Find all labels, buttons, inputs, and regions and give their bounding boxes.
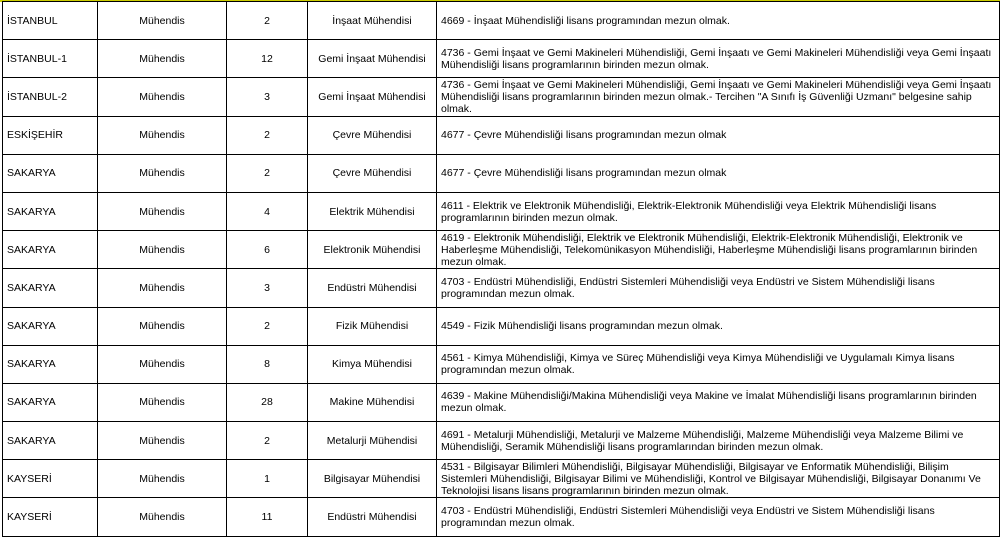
count-cell: 1: [227, 460, 308, 498]
count-cell: 2: [227, 116, 308, 154]
table-row: [3, 269, 1000, 307]
count-cell: 2: [227, 422, 308, 460]
table-row: [3, 231, 1000, 269]
city-cell: SAKARYA: [3, 192, 98, 230]
requirement-cell: 4561 - Kimya Mühendisliği, Kimya ve Süreç Mühendisliği veya Kimya Mühendisliği ve Uygulamalı Kimya lisans programından mezun olmak.: [437, 345, 1000, 383]
position-table: [2, 1, 1000, 537]
count-cell: 2: [227, 307, 308, 345]
requirement-cell: 4639 - Makine Mühendisliği/Makina Mühendisliği veya Makine ve İmalat Mühendisliği lisans programlarının birinden mezun olmak.: [437, 383, 1000, 421]
city-cell: SAKARYA: [3, 345, 98, 383]
position-table-body: [3, 2, 1000, 537]
department-cell: Çevre Mühendisi: [308, 154, 437, 192]
department-cell: Bilgisayar Mühendisi: [308, 460, 437, 498]
city-cell: SAKARYA: [3, 154, 98, 192]
department-cell: Makine Mühendisi: [308, 383, 437, 421]
city-cell: ESKİŞEHİR: [3, 116, 98, 154]
requirement-cell: 4549 - Fizik Mühendisliği lisans programından mezun olmak.: [437, 307, 1000, 345]
city-cell: SAKARYA: [3, 269, 98, 307]
requirement-cell: 4531 - Bilgisayar Bilimleri Mühendisliği, Bilgisayar Mühendisliği, Bilgisayar ve Enformatik Mühendisliği, Bilişim Sistemleri Mühendisliği, Bilgisayar Bilimi ve Mühendisliği, Kontrol ve Bilgisayar Mühendisliği, Bilgisayar Donanımı Ve Teknolojisi lisans lisans programlarının birinden mezun olmak.: [437, 460, 1000, 498]
department-cell: Kimya Mühendisi: [308, 345, 437, 383]
count-cell: 4: [227, 192, 308, 230]
count-cell: 2: [227, 154, 308, 192]
city-cell: KAYSERİ: [3, 460, 98, 498]
department-cell: Çevre Mühendisi: [308, 116, 437, 154]
city-cell: KAYSERİ: [3, 498, 98, 536]
department-cell: Elektronik Mühendisi: [308, 231, 437, 269]
title-cell: Mühendis: [98, 192, 227, 230]
count-cell: 3: [227, 78, 308, 116]
city-cell: SAKARYA: [3, 231, 98, 269]
table-row: [3, 154, 1000, 192]
department-cell: Elektrik Mühendisi: [308, 192, 437, 230]
table-row: [3, 40, 1000, 78]
table-row: [3, 78, 1000, 116]
title-cell: Mühendis: [98, 40, 227, 78]
city-cell: İSTANBUL-2: [3, 78, 98, 116]
count-cell: 11: [227, 498, 308, 536]
title-cell: Mühendis: [98, 422, 227, 460]
requirement-cell: 4619 - Elektronik Mühendisliği, Elektrik ve Elektronik Mühendisliği, Elektrik-Elektronik Mühendisliği, Elektronik ve Haberleşme Mühendisliği, Telekomünikasyon Mühendisliği, Haberleşme Mühendisliği lisans programlarının birinden mezun olmak.: [437, 231, 1000, 269]
department-cell: İnşaat Mühendisi: [308, 2, 437, 40]
count-cell: 6: [227, 231, 308, 269]
city-cell: SAKARYA: [3, 383, 98, 421]
requirement-cell: 4703 - Endüstri Mühendisliği, Endüstri Sistemleri Mühendisliği veya Endüstri ve Sistem Mühendisliği lisans programından mezun olmak.: [437, 498, 1000, 536]
count-cell: 3: [227, 269, 308, 307]
count-cell: 28: [227, 383, 308, 421]
requirement-cell: 4736 - Gemi İnşaat ve Gemi Makineleri Mühendisliği, Gemi İnşaatı ve Gemi Makineleri Mühendisliği veya Gemi İnşaatı Mühendisliği lisans programlarının birinden mezun olmak.- Tercihen "A Sınıfı İş Güvenliği Uzmanı" belgesine sahip olmak.: [437, 78, 1000, 116]
table-row: [3, 192, 1000, 230]
table-row: [3, 116, 1000, 154]
title-cell: Mühendis: [98, 2, 227, 40]
department-cell: Gemi İnşaat Mühendisi: [308, 78, 437, 116]
title-cell: Mühendis: [98, 498, 227, 536]
title-cell: Mühendis: [98, 383, 227, 421]
department-cell: Gemi İnşaat Mühendisi: [308, 40, 437, 78]
requirement-cell: 4611 - Elektrik ve Elektronik Mühendisliği, Elektrik-Elektronik Mühendisliği veya Elektrik Mühendisliği lisans programlarının birinden mezun olmak.: [437, 192, 1000, 230]
title-cell: Mühendis: [98, 460, 227, 498]
title-cell: Mühendis: [98, 154, 227, 192]
count-cell: 12: [227, 40, 308, 78]
city-cell: SAKARYA: [3, 307, 98, 345]
table-row: [3, 307, 1000, 345]
requirement-cell: 4677 - Çevre Mühendisliği lisans programından mezun olmak: [437, 154, 1000, 192]
title-cell: Mühendis: [98, 269, 227, 307]
city-cell: İSTANBUL: [3, 2, 98, 40]
table-row: [3, 345, 1000, 383]
table-row: [3, 498, 1000, 536]
requirement-cell: 4703 - Endüstri Mühendisliği, Endüstri Sistemleri Mühendisliği veya Endüstri ve Sistem Mühendisliği lisans programından mezun olmak.: [437, 269, 1000, 307]
department-cell: Metalurji Mühendisi: [308, 422, 437, 460]
city-cell: SAKARYA: [3, 422, 98, 460]
title-cell: Mühendis: [98, 78, 227, 116]
table-row: [3, 460, 1000, 498]
table-row: [3, 383, 1000, 421]
requirement-cell: 4669 - İnşaat Mühendisliği lisans programından mezun olmak.: [437, 2, 1000, 40]
count-cell: 8: [227, 345, 308, 383]
title-cell: Mühendis: [98, 116, 227, 154]
count-cell: 2: [227, 2, 308, 40]
department-cell: Endüstri Mühendisi: [308, 498, 437, 536]
department-cell: Fizik Mühendisi: [308, 307, 437, 345]
requirement-cell: 4691 - Metalurji Mühendisliği, Metalurji ve Malzeme Mühendisliği, Malzeme Mühendisliği veya Malzeme Bilimi ve Mühendisliği, Seramik Mühendisliği lisans programlarından birinden mezun olmak.: [437, 422, 1000, 460]
table-row: [3, 422, 1000, 460]
city-cell: İSTANBUL-1: [3, 40, 98, 78]
requirement-cell: 4677 - Çevre Mühendisliği lisans programından mezun olmak: [437, 116, 1000, 154]
requirement-cell: 4736 - Gemi İnşaat ve Gemi Makineleri Mühendisliği, Gemi İnşaatı ve Gemi Makineleri Mühendisliği veya Gemi İnşaatı Mühendisliği lisans programlarının birinden mezun olmak.: [437, 40, 1000, 78]
table-row: [3, 2, 1000, 40]
title-cell: Mühendis: [98, 231, 227, 269]
department-cell: Endüstri Mühendisi: [308, 269, 437, 307]
title-cell: Mühendis: [98, 345, 227, 383]
title-cell: Mühendis: [98, 307, 227, 345]
